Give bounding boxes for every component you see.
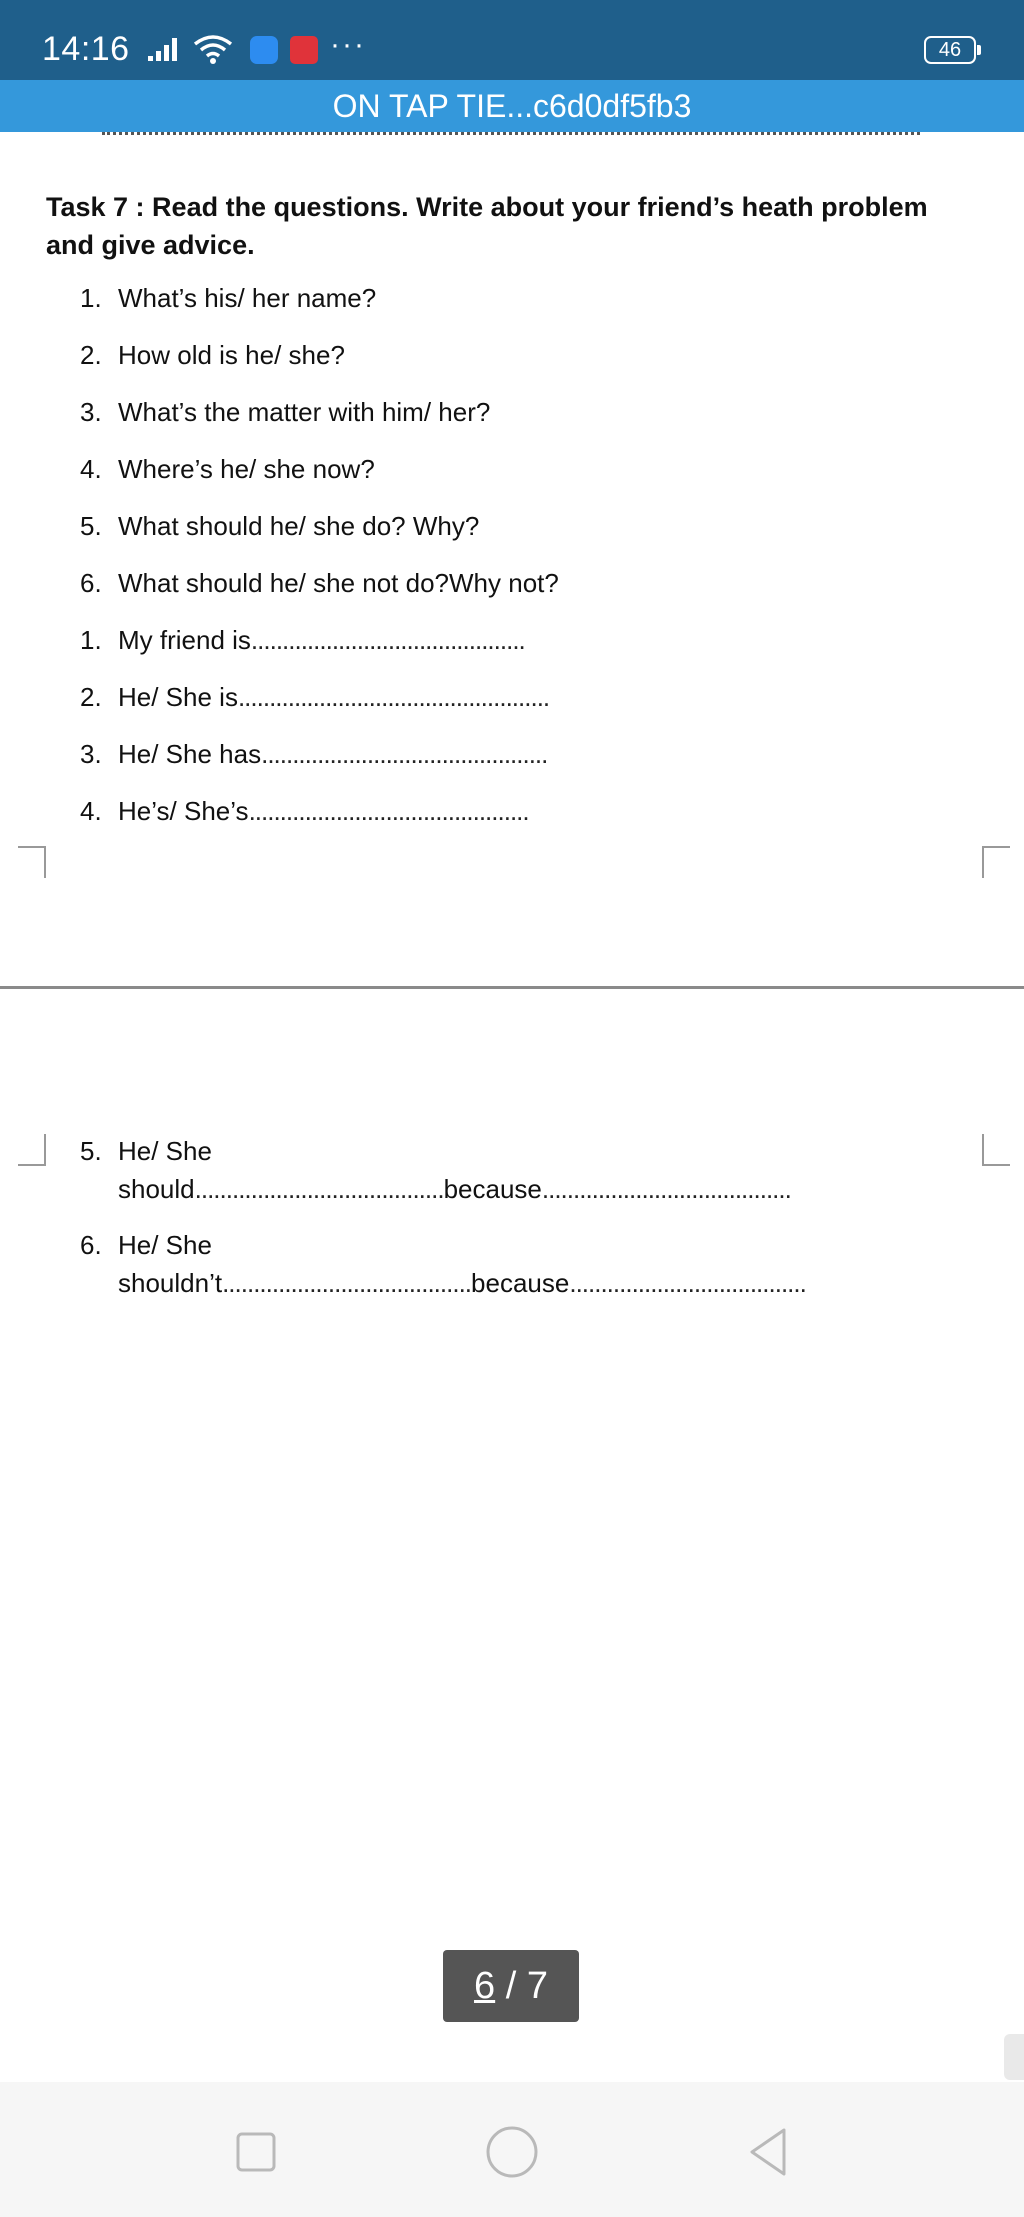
list-item: 1. What’s his/ her name? bbox=[80, 283, 377, 313]
square-icon bbox=[232, 2128, 280, 2176]
list-item: 4. He’s/ She’s............................................. bbox=[80, 796, 529, 826]
answer-list-continued bbox=[80, 1132, 806, 1320]
document-title-bar[interactable] bbox=[0, 80, 1024, 132]
back-triangle-icon bbox=[744, 2126, 792, 2178]
side-panel-handle[interactable] bbox=[1004, 2034, 1024, 2080]
list-item: 6. He/ She shouldn’t........................................because...................................... bbox=[80, 1230, 806, 1298]
page-corner-mark bbox=[982, 846, 1010, 878]
page-corner-mark bbox=[18, 1134, 46, 1166]
battery-icon: 46 bbox=[924, 36, 976, 64]
more-notifications-icon: ··· bbox=[330, 28, 366, 61]
page-corner-mark bbox=[18, 846, 46, 878]
circle-icon bbox=[484, 2124, 540, 2180]
page-indicator[interactable]: 6 / 7 bbox=[443, 1950, 579, 2022]
dotted-separator bbox=[102, 132, 920, 139]
document-page[interactable] bbox=[0, 132, 1024, 2082]
home-button[interactable] bbox=[482, 2122, 542, 2182]
list-item: 2. How old is he/ she? bbox=[80, 340, 345, 370]
page-corner-mark bbox=[982, 1134, 1010, 1166]
list-item: 5. What should he/ she do? Why? bbox=[80, 511, 480, 541]
list-item: 6. What should he/ she not do?Why not? bbox=[80, 568, 559, 598]
status-time: 14:16 bbox=[42, 30, 130, 68]
back-button[interactable] bbox=[738, 2122, 798, 2182]
current-page: 6 bbox=[474, 1965, 496, 2007]
status-bar bbox=[0, 0, 1024, 80]
list-item: 4. Where’s he/ she now? bbox=[80, 454, 375, 484]
list-item: 3. What’s the matter with him/ her? bbox=[80, 397, 491, 427]
list-item: 5. He/ She should........................................because........................................ bbox=[80, 1136, 791, 1204]
list-item: 3. He/ She has.............................................. bbox=[80, 739, 548, 769]
recent-apps-button[interactable] bbox=[226, 2122, 286, 2182]
messenger-app-icon bbox=[250, 36, 278, 64]
signal-icon bbox=[146, 34, 186, 67]
list-item: 1. My friend is............................................ bbox=[80, 625, 525, 655]
document-title: ON TAP TIE...c6d0df5fb3 bbox=[332, 88, 692, 124]
question-list bbox=[80, 280, 559, 850]
task-heading: Task 7 : Read the questions. Write about your friend’s heath problem and give advice. bbox=[46, 192, 928, 260]
system-nav-bar bbox=[0, 2082, 1024, 2217]
total-pages: 7 bbox=[526, 1965, 548, 2007]
news-app-icon bbox=[290, 36, 318, 64]
wifi-icon bbox=[192, 32, 234, 71]
list-item: 2. He/ She is.................................................. bbox=[80, 682, 550, 712]
page-break-divider bbox=[0, 986, 1024, 989]
